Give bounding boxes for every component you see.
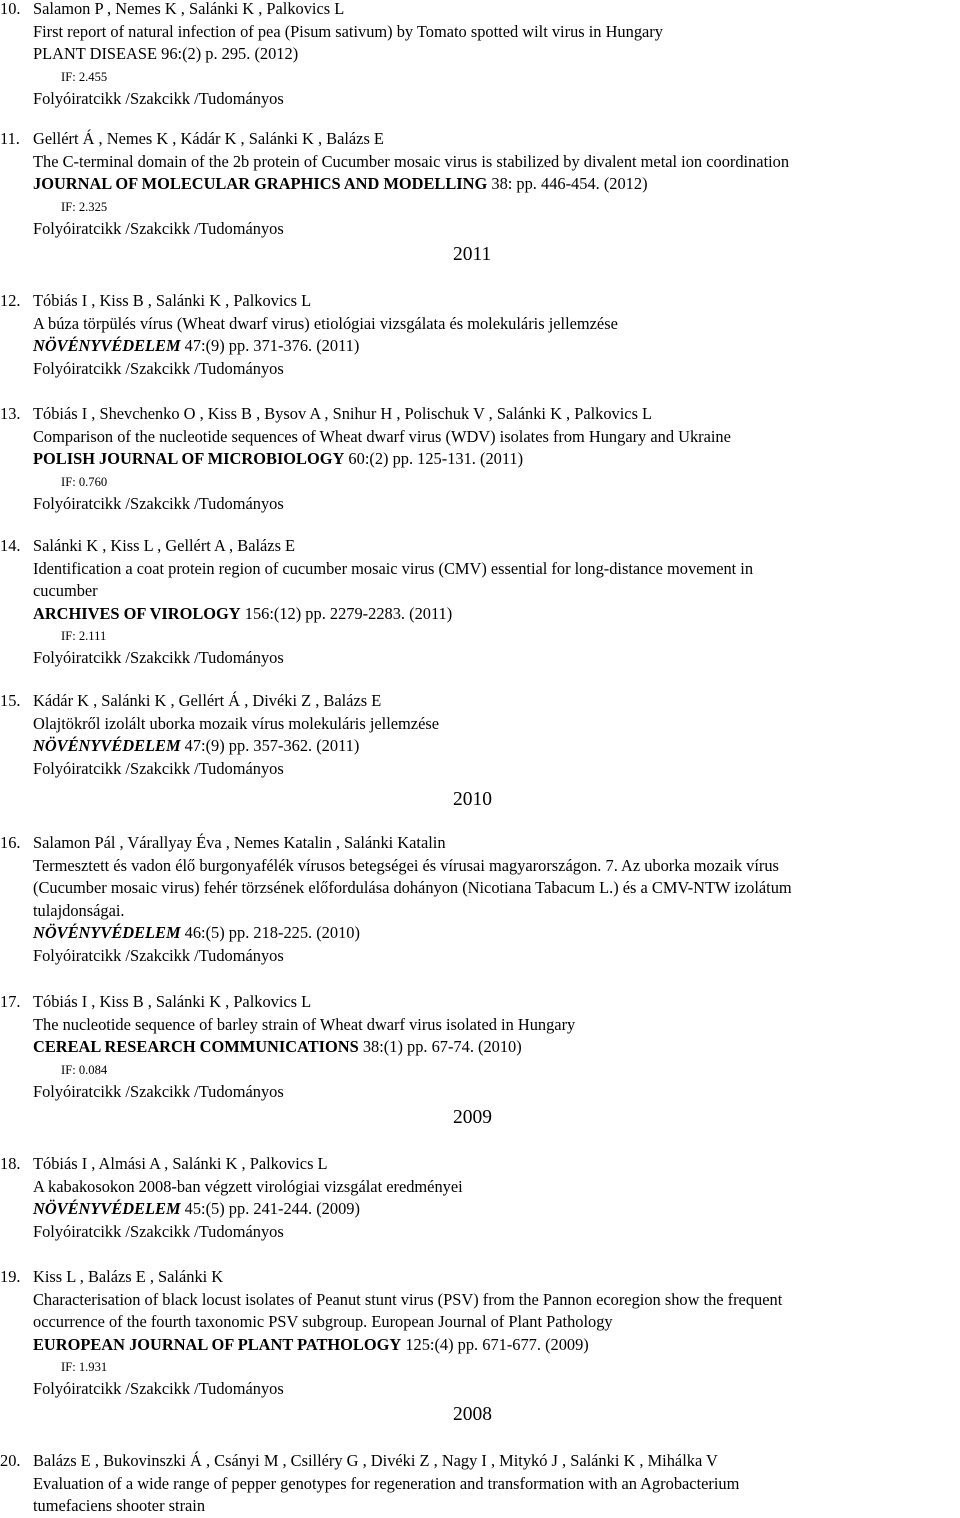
pub-title-line-1: Termesztett és vadon élő burgonyafélék vírusos betegségei és vírusai magyarországon. 7. Az uborka mozaik vírus <box>33 855 779 875</box>
pub-type: Folyóiratcikk /Szakcikk /Tudományos <box>33 758 284 778</box>
pub-authors: Gellért Á , Nemes K , Kádár K , Salánki K , Balázs E <box>33 129 384 148</box>
pub-18 <box>0 1153 958 1243</box>
pub-type: Folyóiratcikk /Szakcikk /Tudományos <box>33 358 284 378</box>
pub-impact-factor: IF: 2.325 <box>61 199 108 214</box>
pub-impact-factor: IF: 2.111 <box>61 629 107 643</box>
pub-journal: ARCHIVES OF VIROLOGY <box>33 603 241 623</box>
year-heading: 2008 <box>453 1404 492 1425</box>
pub-authors: Tóbiás I , Kiss B , Salánki K , Palkovics L <box>33 992 312 1011</box>
pub-type: Folyóiratcikk /Szakcikk /Tudományos <box>33 1379 284 1398</box>
year-heading: 2010 <box>453 789 492 810</box>
pub-11 <box>0 128 958 240</box>
pub-14 <box>0 535 958 670</box>
pub-authors: Kiss L , Balázs E , Salánki K <box>33 1267 224 1286</box>
pub-number: 15. <box>0 691 21 710</box>
pub-authors: Balázs E , Bukovinszki Á , Csányi M , Csilléry G , Divéki Z , Nagy I , Mitykó J , Salánki K , Mihálka V <box>33 1451 718 1470</box>
pub-number: 14. <box>0 536 21 555</box>
pub-ref: 46:(5) pp. 218-225. (2010) <box>184 923 360 942</box>
pub-12 <box>0 290 958 380</box>
pub-title-line-2: (Cucumber mosaic virus) fehér törzsének előfordulása dohányon (Nicotiana Tabacum L.) és a CMV-NTW izolátum <box>33 878 792 897</box>
pub-title: A búza törpülés vírus (Wheat dwarf virus) etiológiai vizsgálata és molekuláris jellemzése <box>33 313 618 333</box>
pub-number: 10. <box>0 0 21 18</box>
pub-number: 20. <box>0 1451 21 1470</box>
pub-authors: Salánki K , Kiss L , Gellért A , Balázs E <box>33 536 296 555</box>
pub-10 <box>0 0 958 110</box>
pub-type: Folyóiratcikk /Szakcikk /Tudományos <box>33 493 284 513</box>
pub-authors: Salamon P , Nemes K , Salánki K , Palkovics L <box>33 0 345 18</box>
year-heading: 2011 <box>453 244 492 265</box>
pub-ref: 38:(1) pp. 67-74. (2010) <box>362 1037 522 1056</box>
pub-title-line-2: occurrence of the fourth taxonomic PSV subgroup. European Journal of Plant Pathology <box>33 1312 613 1331</box>
pub-journal: CEREAL RESEARCH COMMUNICATIONS <box>33 1037 359 1056</box>
pub-impact-factor: IF: 0.084 <box>61 1062 108 1077</box>
pub-type: Folyóiratcikk /Szakcikk /Tudományos <box>33 648 284 667</box>
year-heading: 2009 <box>453 1107 492 1128</box>
pub-journal: NÖVÉNYVÉDELEM <box>33 736 181 755</box>
pub-19 <box>0 1266 958 1401</box>
pub-ref: 60:(2) pp. 125-131. (2011) <box>348 449 524 468</box>
pub-type: Folyóiratcikk /Szakcikk /Tudományos <box>33 218 284 238</box>
pub-authors: Tóbiás I , Shevchenko O , Kiss B , Bysov A , Snihur H , Polischuk V , Salánki K , Palkovics L <box>33 404 653 423</box>
pub-number: 16. <box>0 833 21 852</box>
pub-ref: 156:(12) pp. 2279-2283. (2011) <box>244 603 453 623</box>
pub-ref: 45:(5) pp. 241-244. (2009) <box>184 1199 360 1218</box>
pub-journal: NÖVÉNYVÉDELEM <box>33 336 181 355</box>
pub-20 <box>0 1450 958 1518</box>
pub-ref: 47:(9) pp. 357-362. (2011) <box>184 736 360 755</box>
pub-journal: NÖVÉNYVÉDELEM <box>33 1199 181 1218</box>
pub-title-line-1: Identification a coat protein region of cucumber mosaic virus (CMV) essential for long-distance movement in <box>33 558 754 578</box>
pub-authors: Salamon Pál , Várallyay Éva , Nemes Katalin , Salánki Katalin <box>33 833 446 852</box>
pub-ref: 125:(4) pp. 671-677. (2009) <box>405 1334 589 1354</box>
pub-number: 18. <box>0 1154 21 1173</box>
pub-authors: Kádár K , Salánki K , Gellért Á , Divéki Z , Balázs E <box>33 691 382 710</box>
pub-ref: 38: pp. 446-454. (2012) <box>491 174 648 193</box>
pub-impact-factor: IF: 0.760 <box>61 474 108 489</box>
pub-title: The C-terminal domain of the 2b protein of Cucumber mosaic virus is stabilized by divalent metal ion coordination <box>33 151 790 171</box>
pub-type: Folyóiratcikk /Szakcikk /Tudományos <box>33 1081 284 1101</box>
pub-title: A kabakosokon 2008-ban végzett virológiai vizsgálat eredményei <box>33 1176 463 1196</box>
pub-number: 12. <box>0 291 21 310</box>
pub-16 <box>0 832 958 967</box>
pub-title-line-2: tumefaciens shooter strain <box>33 1496 206 1515</box>
pub-authors: Tóbiás I , Almási A , Salánki K , Palkovics L <box>33 1154 328 1173</box>
pub-journal: PLANT DISEASE <box>33 44 158 63</box>
pub-number: 11. <box>0 129 20 148</box>
pub-type: Folyóiratcikk /Szakcikk /Tudományos <box>33 88 284 108</box>
pub-title-line-1: Evaluation of a wide range of pepper genotypes for regeneration and transformation with an Agrobacterium <box>33 1473 740 1493</box>
pub-ref: 96:(2) p. 295. (2012) <box>161 44 299 63</box>
pub-title: Comparison of the nucleotide sequences of Wheat dwarf virus (WDV) isolates from Hungary and Ukraine <box>33 426 731 446</box>
pub-authors: Tóbiás I , Kiss B , Salánki K , Palkovics L <box>33 291 312 310</box>
pub-number: 17. <box>0 992 21 1011</box>
pub-type: Folyóiratcikk /Szakcikk /Tudományos <box>33 1221 284 1241</box>
pub-impact-factor: IF: 1.931 <box>61 1360 108 1374</box>
pub-journal: POLISH JOURNAL OF MICROBIOLOGY <box>33 449 345 468</box>
pub-journal: EUROPEAN JOURNAL OF PLANT PATHOLOGY <box>33 1334 402 1354</box>
pub-17 <box>0 991 958 1103</box>
pub-number: 13. <box>0 404 21 423</box>
pub-impact-factor: IF: 2.455 <box>61 69 108 84</box>
pub-13 <box>0 403 958 515</box>
pub-type: Folyóiratcikk /Szakcikk /Tudományos <box>33 945 284 965</box>
pub-title-line-1: Characterisation of black locust isolates of Peanut stunt virus (PSV) from the Pannon ecoregion show the frequent <box>33 1289 783 1309</box>
pub-number: 19. <box>0 1267 21 1286</box>
pub-title-line-2: cucumber <box>33 581 98 600</box>
pub-15 <box>0 690 958 780</box>
pub-title: The nucleotide sequence of barley strain of Wheat dwarf virus isolated in Hungary <box>33 1014 576 1034</box>
pub-title: First report of natural infection of pea (Pisum sativum) by Tomato spotted wilt virus in Hungary <box>33 21 663 41</box>
pub-journal: NÖVÉNYVÉDELEM <box>33 923 181 942</box>
pub-title-line-3: tulajdonságai. <box>33 900 125 920</box>
pub-title: Olajtökről izolált uborka mozaik vírus molekuláris jellemzése <box>33 713 440 733</box>
pub-ref: 47:(9) pp. 371-376. (2011) <box>184 336 360 355</box>
pub-journal: JOURNAL OF MOLECULAR GRAPHICS AND MODELLING <box>33 174 488 193</box>
